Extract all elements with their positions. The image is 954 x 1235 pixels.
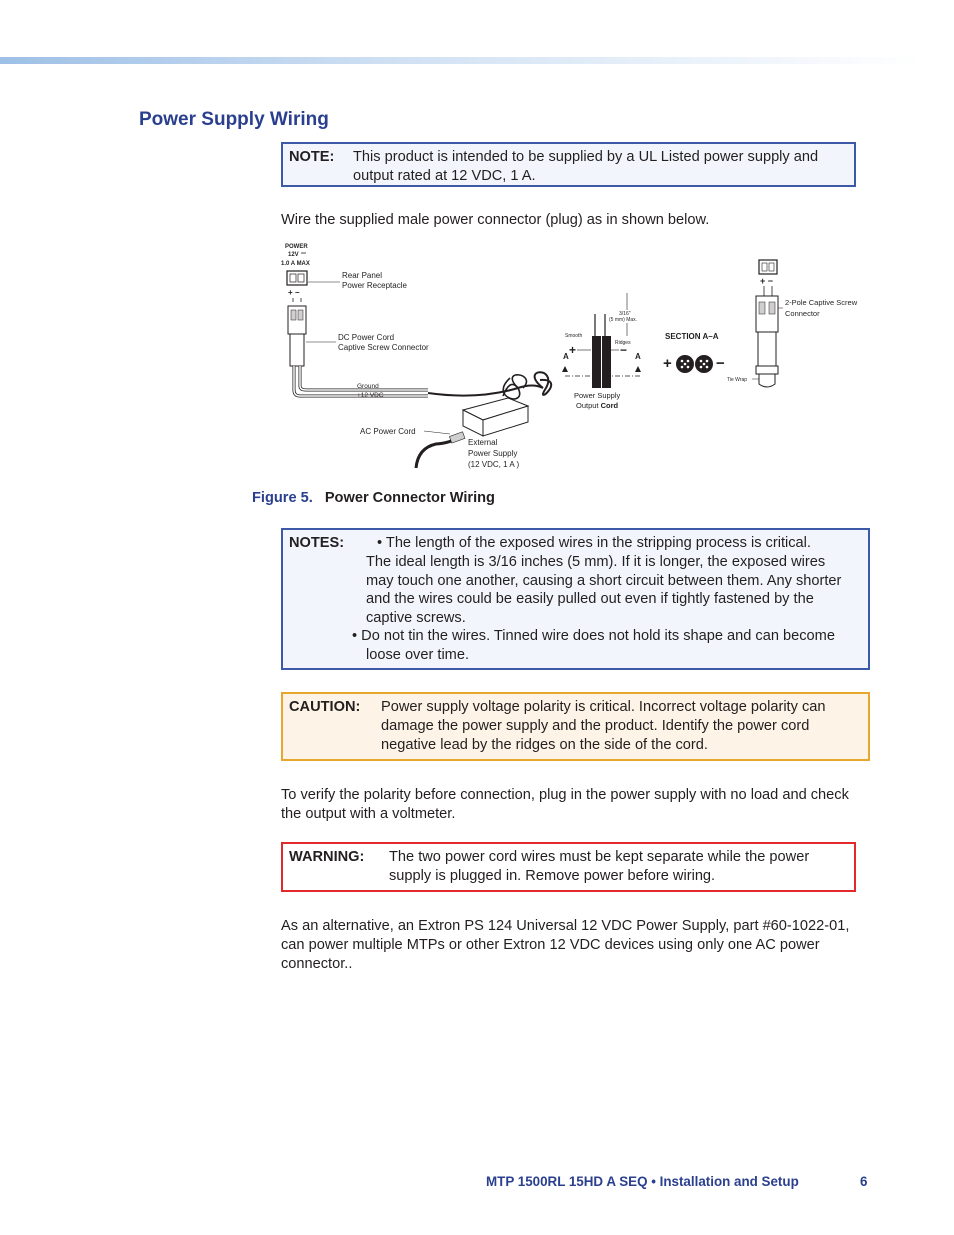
caution-box: [281, 692, 870, 761]
notes-label: NOTES:: [289, 535, 345, 551]
warning-label: WARNING:: [289, 849, 365, 865]
section-minus: −: [716, 355, 725, 372]
notes-bullet-2: • Do not tin the wires. Tinned wire does not hold its shape and can become: [352, 628, 835, 644]
label-ext-1: External: [468, 438, 498, 447]
label-section: SECTION A–A: [665, 332, 719, 341]
notes-bullet-1-line: may touch one another, causing a short circuit between them. Any shorter: [366, 572, 842, 589]
footer-title: MTP 1500RL 15HD A SEQ • Installation and Setup: [486, 1174, 799, 1189]
caution-label: CAUTION:: [289, 699, 361, 715]
intro-paragraph: Wire the supplied male power connector (plug) as in shown below.: [281, 212, 710, 228]
cord-ridged-conductor: [602, 336, 611, 388]
power-connector-diagram: [278, 238, 878, 478]
label-rear-panel-2: Power Receptacle: [342, 281, 407, 290]
note-text: This product is intended to be supplied by a UL Listed power supply and output rated at 12 VDC, 1 A.: [353, 149, 819, 184]
label-dc-cord-1: DC Power Cord: [338, 333, 395, 342]
label-power: POWER: [285, 244, 308, 250]
label-ground: Ground: [357, 383, 379, 390]
dc-plug-connector: [288, 306, 306, 334]
figure-number: Figure 5.: [252, 490, 313, 506]
figure-title: Power Connector Wiring: [324, 490, 495, 506]
figure-caption: [252, 490, 495, 506]
label-rear-panel-1: Rear Panel: [342, 271, 383, 280]
label-amps: 1.0 A MAX: [281, 261, 310, 267]
label-ps-output-1: Power Supply: [574, 391, 621, 400]
rear-polarity: + −: [288, 288, 300, 297]
notes-bullet-1-line: captive screws.: [366, 610, 466, 626]
captive-polarity: + −: [760, 276, 774, 286]
warning-box: [281, 842, 856, 892]
section-heading: Power Supply Wiring: [139, 109, 329, 130]
warning-text: The two power cord wires must be kept separate while the power supply is plugged in. Remove power before wiring.: [389, 849, 810, 884]
label-dc-cord-2: Captive Screw Connector: [338, 343, 429, 352]
label-ext-2: Power Supply: [468, 449, 518, 458]
section-plus: +: [663, 355, 672, 372]
label-captive-2: Connector: [785, 309, 820, 318]
label-tie-wrap: Tie Wrap: [727, 377, 748, 383]
label-ac-cord: AC Power Cord: [360, 427, 416, 436]
notes-bullet-1-line: The ideal length is 3/16 inches (5 mm). If it is longer, the exposed wires: [366, 554, 826, 570]
label-smooth: Smooth: [565, 333, 583, 339]
label-captive-1: 2-Pole Captive Screw: [785, 298, 858, 307]
label-vdc: +12 VDC: [357, 392, 384, 399]
polarity-plus-left: +: [569, 343, 577, 357]
section-marker-a-right: A: [635, 352, 641, 361]
alternative-paragraph: As an alternative, an Extron PS 124 Universal 12 VDC Power Supply, part #60-1022-01, can power multiple MTPs or other Extron 12 VDC devices using only one AC power connector..: [281, 918, 850, 972]
cord-smooth-conductor: [592, 336, 601, 388]
notes-bullet-1-line: and the wires could be easily pulled out even if tightly fastened by the: [366, 591, 814, 607]
label-measure-2: (5 mm) Max.: [609, 317, 638, 323]
tie-wrap: [759, 374, 775, 387]
notes-box: [281, 528, 870, 670]
notes-bullet-1: • The length of the exposed wires in the stripping process is critical.: [377, 535, 811, 551]
caution-text: Power supply voltage polarity is critical. Incorrect voltage polarity can damage the power supply and the product. Identify the power cord negative lead by the ridges on the side of the cord.: [381, 699, 826, 753]
note-label: NOTE:: [289, 149, 335, 165]
notes-bullet-2-line: loose over time.: [366, 647, 470, 663]
polarity-minus-right: −: [620, 343, 628, 357]
footer-page-number: 6: [860, 1174, 868, 1189]
label-volts: 12V: [288, 252, 299, 258]
label-measure-1: 3/16": [619, 311, 631, 317]
label-ext-3: (12 VDC, 1 A ): [468, 460, 520, 469]
label-ridges: Ridges: [615, 340, 631, 346]
verify-paragraph: To verify the polarity before connection, plug in the power supply with no load and check the output with a voltmeter.: [281, 787, 849, 822]
label-ps-output-2: Output Cord: [576, 401, 619, 410]
section-marker-a-left: A: [563, 352, 569, 361]
note-box: [281, 142, 856, 187]
header-gradient-bar: [0, 57, 922, 64]
